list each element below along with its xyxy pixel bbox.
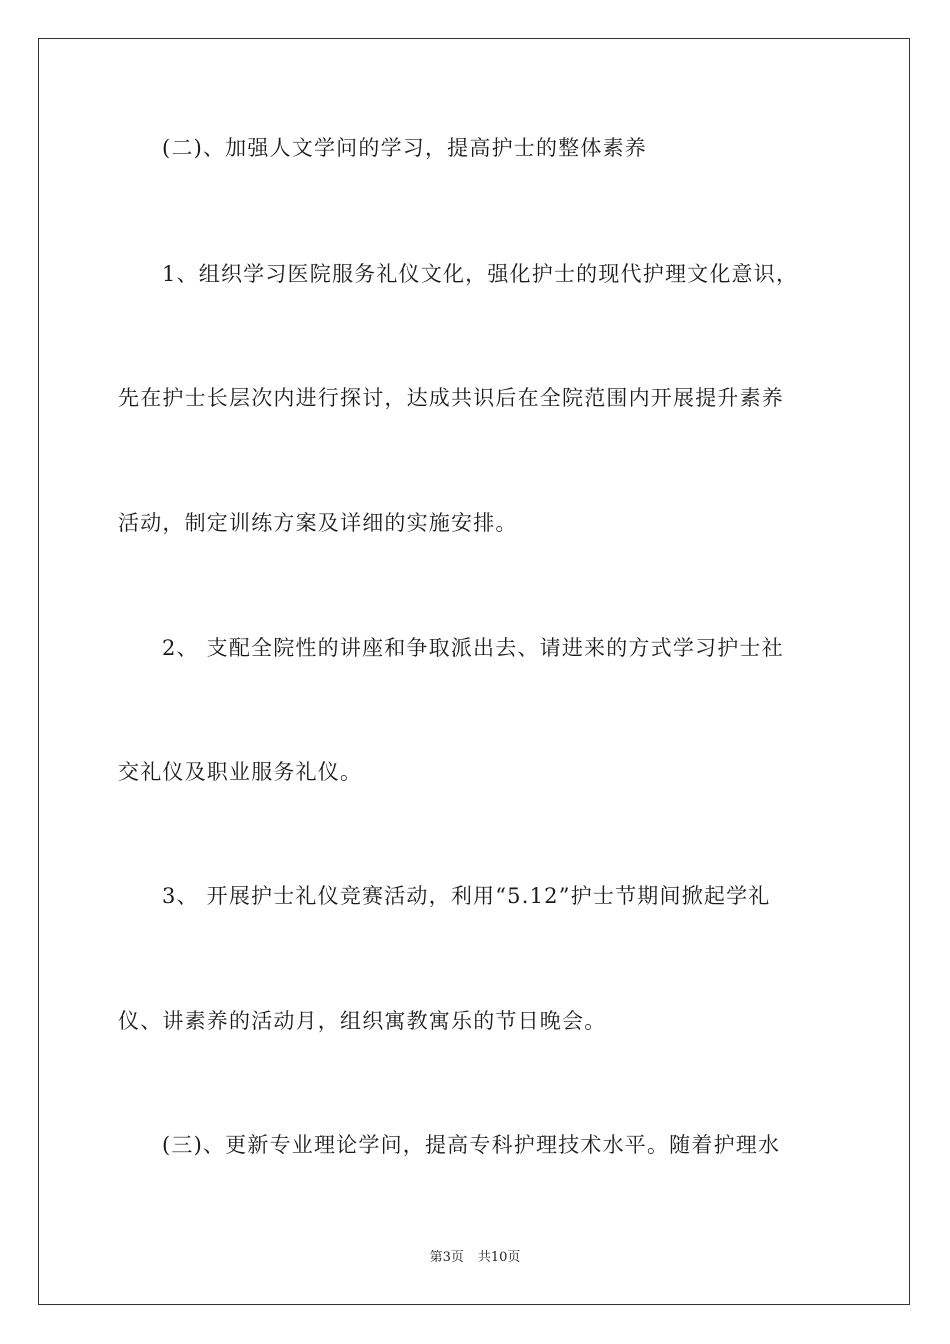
paragraph-line: 1、组织学习医院服务礼仪文化，强化护士的现代护理文化意识，: [162, 262, 799, 286]
paragraph-line: 先在护士长层次内进行探讨，达成共识后在全院范围内开展提升素养: [118, 386, 784, 410]
paragraph-line: 活动，制定训练方案及详细的实施安排。: [118, 511, 518, 535]
paragraph-line: 3、 开展护士礼仪竞赛活动，利用“5.12”护士节期间掀起学礼: [162, 884, 771, 908]
page-number: 第3页: [429, 1250, 464, 1265]
section-heading-3: (三)、更新专业理论学问，提高专科护理技术水平。随着护理水: [162, 1133, 781, 1157]
page-footer: [0, 1246, 950, 1265]
page-border: [38, 38, 910, 1305]
page-total: 共10页: [477, 1250, 521, 1265]
section-heading-2: (二)、加强人文学问的学习，提高护士的整体素养: [162, 136, 647, 160]
paragraph-line: 2、 支配全院性的讲座和争取派出去、请进来的方式学习护士社: [162, 636, 784, 660]
paragraph-line: 仪、讲素养的活动月，组织寓教寓乐的节日晚会。: [118, 1009, 607, 1033]
paragraph-line: 交礼仪及职业服务礼仪。: [118, 760, 363, 784]
